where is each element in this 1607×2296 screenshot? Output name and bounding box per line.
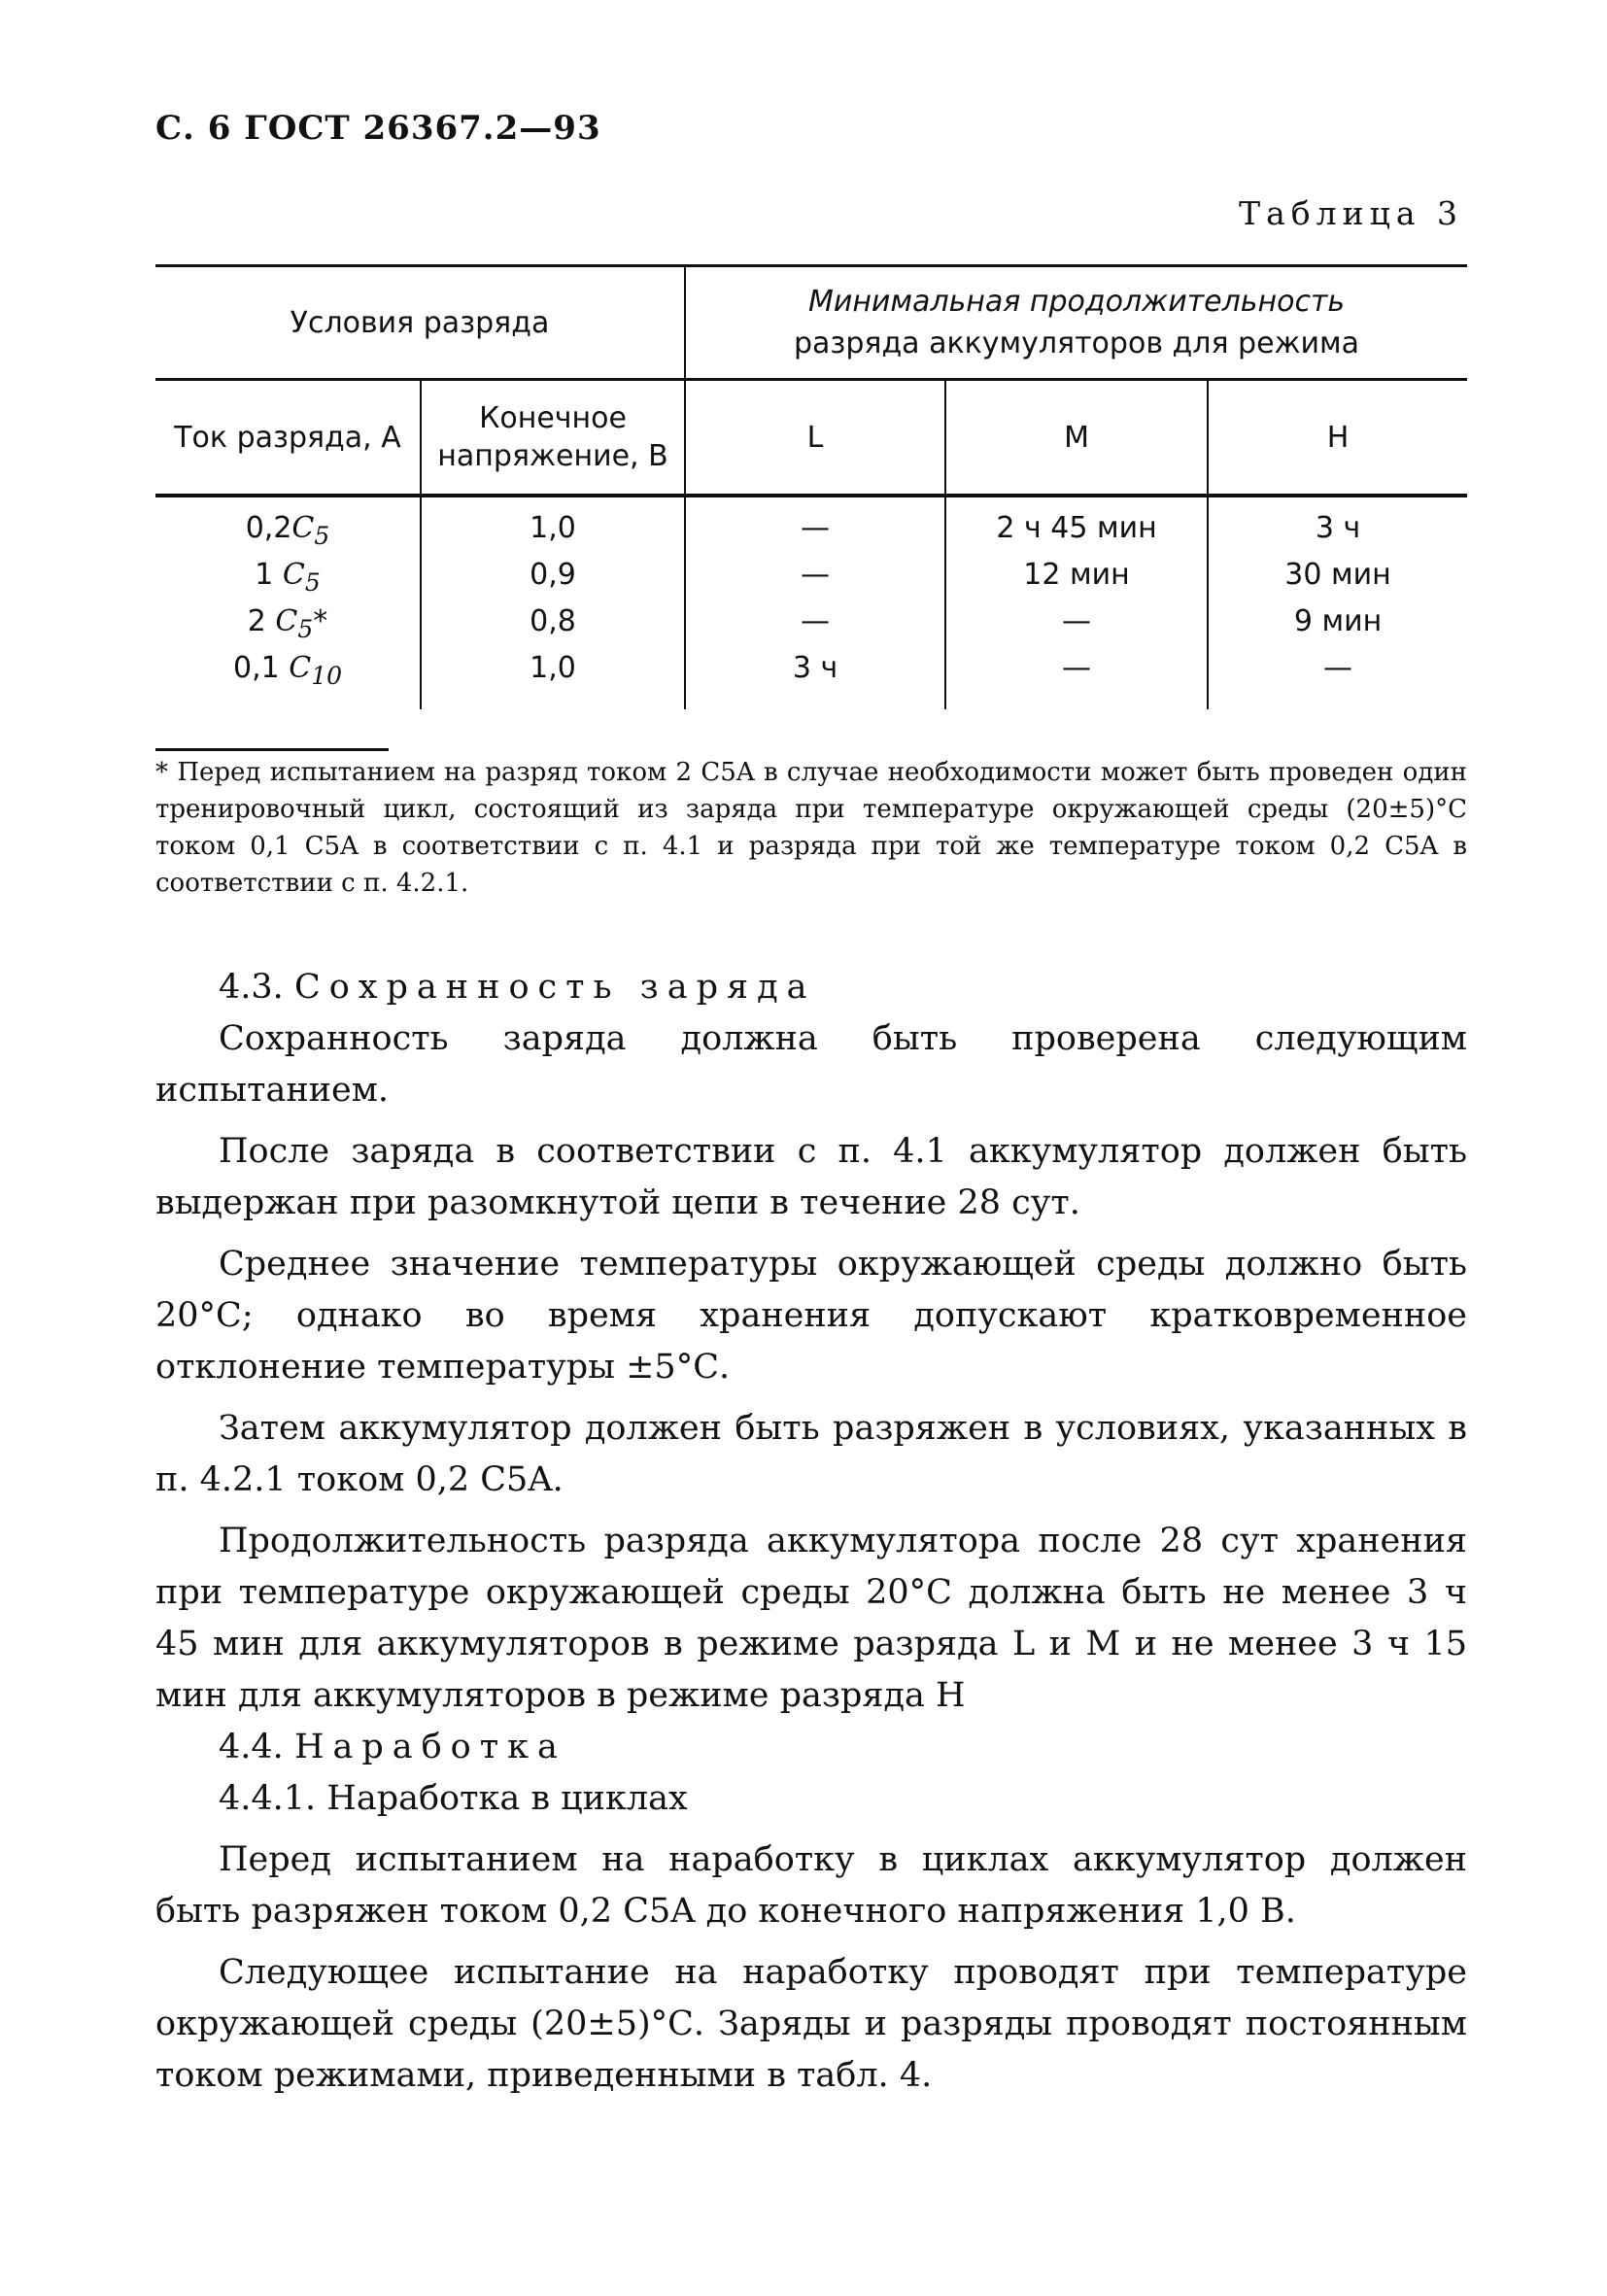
paragraph: Сохранность заряда должна быть проверена следующим испытанием. (155, 1019, 1467, 1110)
cell-voltage: 1,0 (421, 496, 685, 556)
table-row (155, 556, 1467, 602)
table-caption: Таблица 3 (1239, 194, 1463, 232)
cell-mode-m: 12 мин (945, 556, 1208, 602)
discharge-table (155, 264, 1467, 709)
group-header-min-duration-line1: Минимальная продолжительность (807, 284, 1346, 319)
subsection-4-4-1-heading: 4.4.1. Наработка в циклах (219, 1779, 688, 1818)
column-header-mode-h: Н (1208, 380, 1467, 497)
capacity-symbol: C (275, 604, 298, 638)
capacity-subscript: 10 (311, 662, 343, 690)
capacity-subscript: 5 (314, 522, 330, 550)
cell-mode-l: — (685, 556, 945, 602)
paragraph: Продолжительность разряда аккумулятора после 28 сут хранения при температуре окружающей среды 20°С должна быть не менее 3 ч 45 мин для аккумуляторов в режиме разряда L и М и не менее 3 ч 15 мин для аккумуляторов в режиме разряда Н (155, 1522, 1467, 1715)
cell-mode-m: 2 ч 45 мин (945, 496, 1208, 556)
section-title: Наработка (293, 1728, 566, 1766)
cell-mode-h: — (1323, 651, 1353, 685)
group-header-discharge-conditions: Условия разряда (155, 266, 685, 380)
cell-current (155, 496, 421, 556)
cell-mode-m: — (945, 649, 1208, 709)
column-header-end-voltage-line2: напряжение, В (437, 439, 668, 473)
cell-voltage: 1,0 (421, 649, 685, 709)
cell-mode-m: — (945, 602, 1208, 649)
paragraph: Следующее испытание на наработку проводят при температуре окружающей среды (20±5)°С. Заряды и разряды проводят постоянным током режимами, приведенными в табл. 4. (155, 1953, 1467, 2095)
current-value: 0,1 (232, 651, 290, 685)
section-title: Сохранность заряда (293, 968, 816, 1007)
group-header-min-duration-line2: разряда аккумуляторов для режима (793, 326, 1360, 360)
cell-mode-h: 9 мин (1293, 604, 1383, 638)
cell-mode-h: 30 мин (1284, 558, 1391, 592)
current-value: 1 (255, 558, 283, 592)
current-value: 0,2 (245, 511, 292, 545)
cell-mode-h: 3 ч (1315, 511, 1361, 545)
cell-voltage: 0,8 (421, 602, 685, 649)
current-value: 2 (247, 604, 276, 638)
page-header: С. 6 ГОСТ 26367.2—93 (155, 109, 601, 148)
cell-mode-l: 3 ч (685, 649, 945, 709)
capacity-symbol: C (289, 651, 312, 685)
cell-mode-l: — (685, 496, 945, 556)
cell-voltage: 0,9 (421, 556, 685, 602)
column-header-current: Ток разряда, А (155, 380, 421, 497)
footnote-divider (155, 748, 389, 751)
column-header-mode-m: М (945, 380, 1208, 497)
table-row (155, 649, 1467, 709)
capacity-subscript: 5 (297, 615, 314, 643)
column-header-end-voltage (421, 380, 685, 497)
section-4-3-heading (155, 962, 1467, 1013)
table-footnote: * Перед испытанием на разряд током 2 C5A в случае необходимости может быть проведен один тренировочный цикл, состоящий из заряда при температуре окружающей среды (20±5)°С током 0,1 C5A в соответствии с п. 4.1 и разряда при той же температуре током 0,2 C5A в соответствии с п. 4.2.1. (155, 758, 1467, 898)
column-header-end-voltage-line1: Конечное (479, 401, 627, 435)
cell-current (155, 649, 421, 709)
paragraph: Перед испытанием на наработку в циклах аккумулятор должен быть разряжен током 0,2 C5A до конечного напряжения 1,0 В. (155, 1840, 1467, 1931)
cell-current (155, 602, 421, 649)
capacity-subscript: 5 (304, 568, 321, 597)
capacity-symbol: C (282, 558, 305, 592)
footnote-marker: * (313, 604, 328, 638)
section-number: 4.3. (219, 968, 284, 1007)
group-header-min-duration (685, 266, 1467, 380)
paragraph: После заряда в соответствии с п. 4.1 аккумулятор должен быть выдержан при разомкнутой цепи в течение 28 сут. (155, 1132, 1467, 1222)
section-number: 4.4. (219, 1728, 284, 1766)
column-header-mode-l: L (685, 380, 945, 497)
section-4-4-heading (155, 1722, 1467, 1773)
paragraph: Среднее значение температуры окружающей среды должно быть 20°С; однако во время хранения допускают кратковременное отклонение температуры ±5°С. (155, 1245, 1467, 1387)
body-text (155, 962, 1467, 2102)
cell-current (155, 556, 421, 602)
table-column-header-row (155, 380, 1467, 497)
table-group-header-row (155, 266, 1467, 380)
table-row (155, 602, 1467, 649)
paragraph: Затем аккумулятор должен быть разряжен в условиях, указанных в п. 4.2.1 током 0,2 C5A. (155, 1409, 1467, 1499)
table-row (155, 496, 1467, 556)
capacity-symbol: C (291, 511, 315, 545)
cell-mode-l: — (685, 602, 945, 649)
